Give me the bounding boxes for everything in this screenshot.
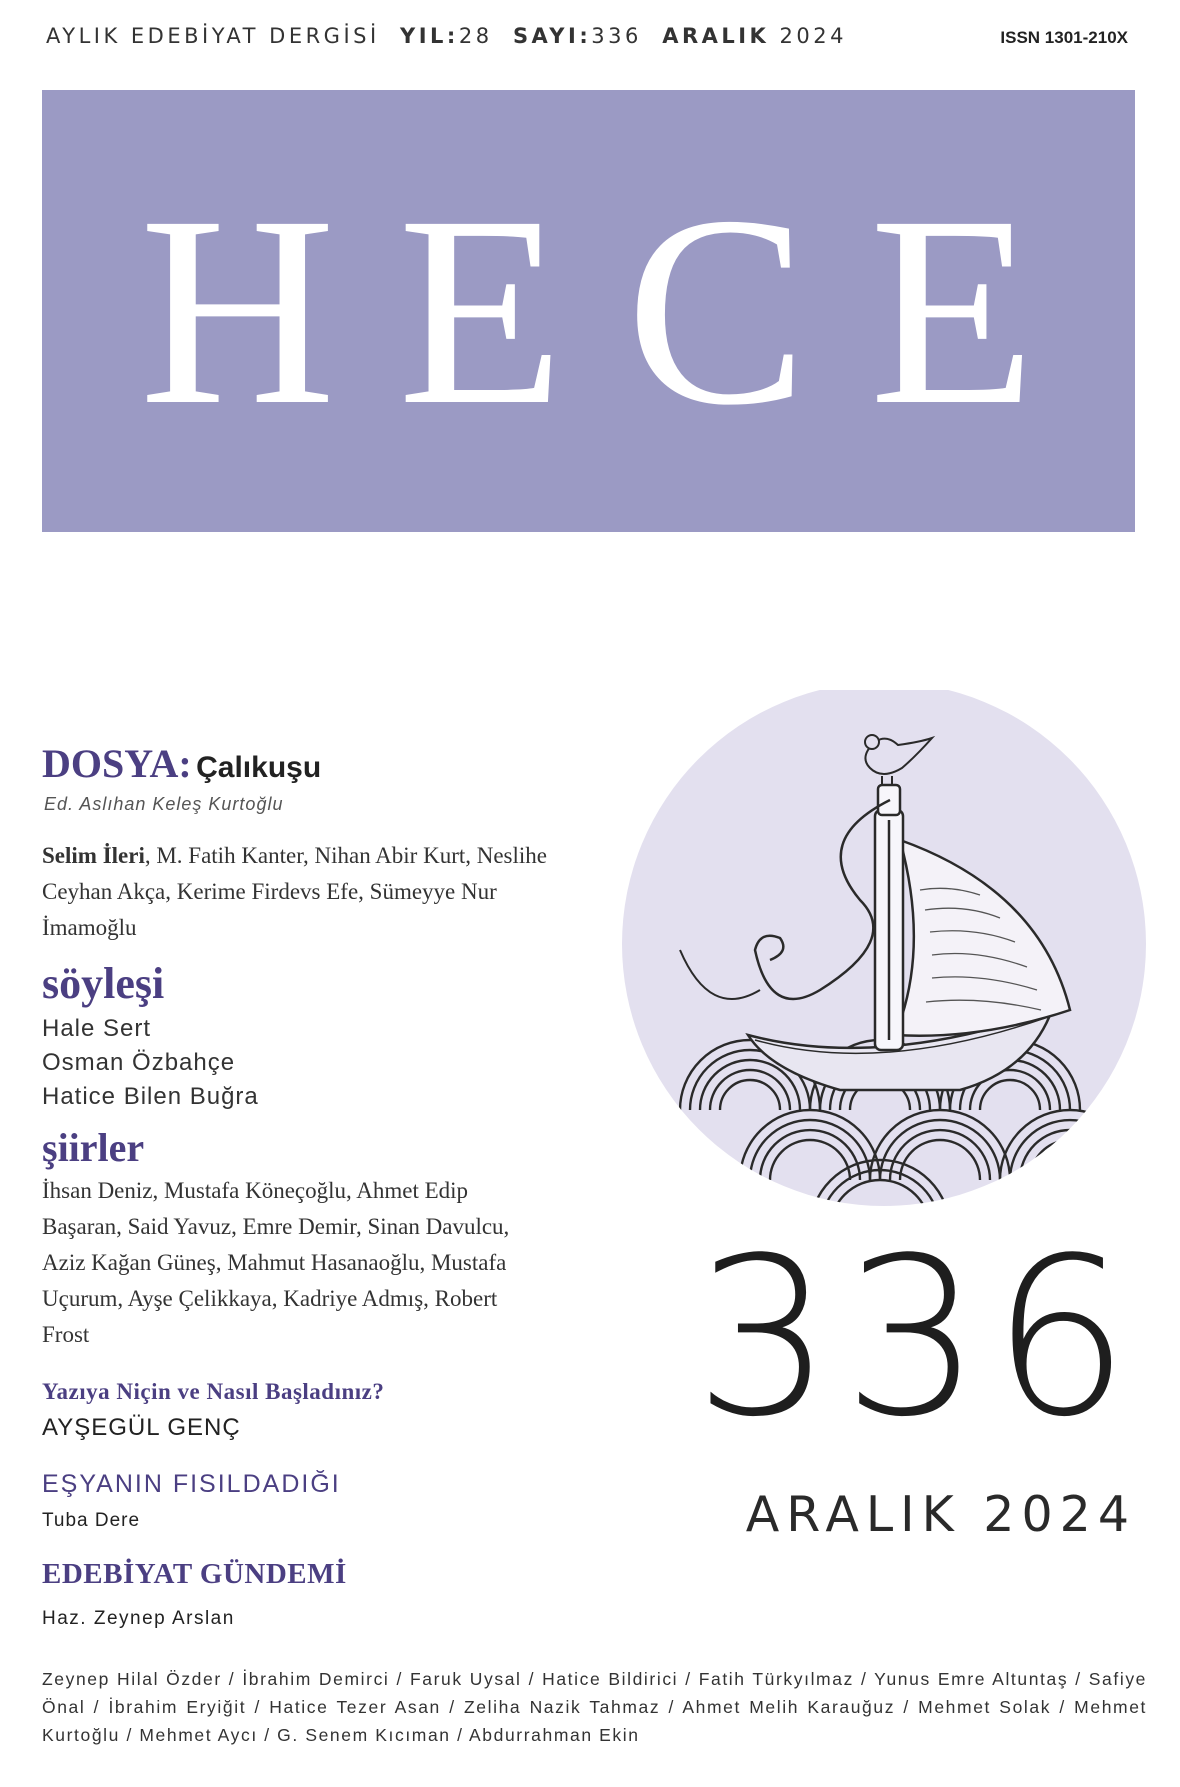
magazine-type: AYLIK EDEBİYAT DERGİSİ — [46, 24, 380, 48]
dosya-heading — [42, 740, 321, 787]
ship-pen-emblem — [620, 690, 1148, 1210]
top-bar — [46, 24, 1146, 54]
issue-value: 336 — [591, 24, 642, 48]
list-item: Hale Sert — [42, 1015, 152, 1042]
dosya-label: DOSYA: — [42, 741, 192, 786]
dosya-editor: Ed. Aslıhan Keleş Kurtoğlu — [44, 794, 284, 814]
month-label: ARALIK — [662, 24, 770, 48]
dosya-author-list: , M. Fatih Kanter, Nihan Abir Kurt, Neslihe Ceyhan Akça, Kerime Firdevs Efe, Sümeyye Nur İmamoğlu — [42, 843, 547, 940]
masthead — [42, 90, 1135, 532]
magazine-logo: HECE — [139, 160, 1098, 461]
issn: ISSN 1301-210X — [1000, 28, 1128, 47]
yazi-title: Yazıya Niçin ve Nasıl Başladınız? — [42, 1379, 385, 1404]
esyanin-title: EŞYANIN FISILDADIĞI — [42, 1470, 341, 1498]
issue-date: ARALIK 2024 — [745, 1486, 1136, 1543]
esyanin-author: Tuba Dere — [42, 1510, 141, 1531]
siirler-title: şiirler — [42, 1125, 145, 1170]
list-item: Hatice Bilen Buğra — [42, 1083, 259, 1110]
soylesi-title: söyleşi — [42, 959, 165, 1008]
yazi-author: AYŞEGÜL GENÇ — [42, 1414, 241, 1441]
year-value: 28 — [458, 24, 493, 48]
siirler-authors: İhsan Deniz, Mustafa Köneçoğlu, Ahmet Edip Başaran, Said Yavuz, Emre Demir, Sinan Davulcu, Aziz Kağan Güneş, Mahmut Hasanaoğlu, Mustafa Uçurum, Ayşe Çelikkaya, Kadriye Admış, Robert Frost — [42, 1178, 510, 1347]
footer-authors: Zeynep Hilal Özder / İbrahim Demirci / Faruk Uysal / Hatice Bildirici / Fatih Türkyılmaz / Yunus Emre Altuntaş / Safiye Önal / İbrahim Eryiğit / Hatice Tezer Asan / Zeliha Nazik Tahmaz / Ahmet Melih Karauğuz / Mehmet Solak / Mehmet Kurtoğlu / Mehmet Aycı / G. Senem Kıcıman / Abdurrahman Ekin — [42, 1669, 1147, 1745]
header-year: 2024 — [779, 24, 847, 48]
pen-icon — [875, 785, 903, 1050]
soylesi-list — [42, 1012, 259, 1114]
year-label: YIL: — [400, 24, 459, 48]
dosya-lead-author: Selim İleri — [42, 843, 145, 868]
issue-label: SAYI: — [512, 24, 592, 48]
gundem-author: Haz. Zeynep Arslan — [42, 1608, 235, 1629]
list-item: Osman Özbahçe — [42, 1049, 236, 1076]
issue-number: 336 — [693, 1212, 1140, 1465]
dosya-subject: Çalıkuşu — [196, 751, 322, 784]
dosya-authors — [42, 838, 562, 946]
gundem-title: EDEBİYAT GÜNDEMİ — [42, 1558, 347, 1590]
